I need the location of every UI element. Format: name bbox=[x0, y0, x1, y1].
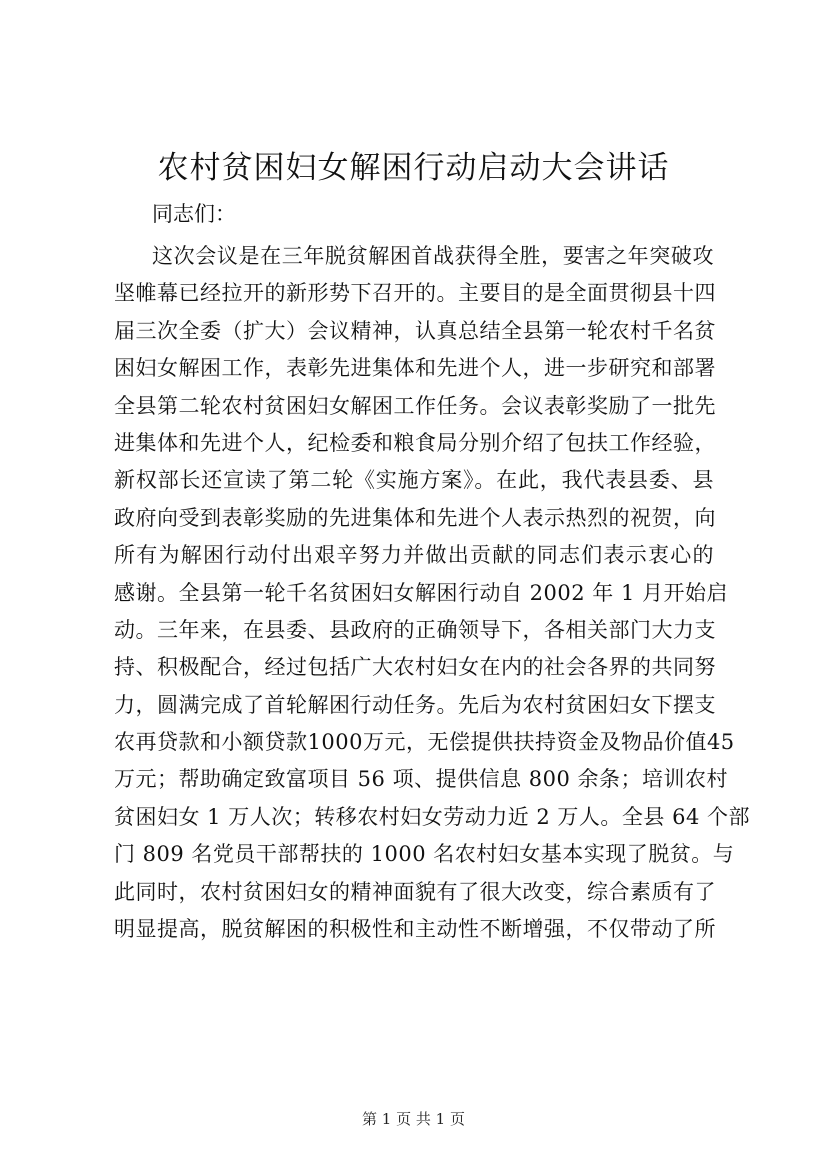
body-line: 农再贷款和小额贷款1000万元，无偿提供扶持资金及物品价值45 bbox=[114, 730, 735, 755]
body-line: 新权部长还宣读了第二轮《实施方案》。在此，我代表县委、县 bbox=[114, 468, 714, 493]
body-line: 门 809 名党员干部帮扶的 1000 名农村妇女基本实现了脱贫。与 bbox=[114, 842, 735, 867]
body-line: 进集体和先进个人，纪检委和粮食局分别介绍了包扶工作经验， bbox=[114, 430, 716, 455]
body-line: 此同时，农村贫困妇女的精神面貌有了很大改变，综合素质有了 bbox=[114, 879, 716, 904]
body-line: 坚帷幕已经拉开的新形势下召开的。主要目的是全面贯彻县十四 bbox=[114, 281, 716, 306]
salutation: 同志们： bbox=[152, 202, 236, 226]
body-line: 明显提高，脱贫解困的积极性和主动性不断增强，不仅带动了所 bbox=[114, 917, 716, 942]
body-line: 全县第二轮农村贫困妇女解困工作任务。会议表彰奖励了一批先 bbox=[114, 393, 716, 418]
body-line: 政府向受到表彰奖励的先进集体和先进个人表示热烈的祝贺，向 bbox=[114, 505, 716, 530]
body-line: 持、积极配合，经过包括广大农村妇女在内的社会各界的共同努 bbox=[114, 655, 716, 680]
body-line: 届三次全委（扩大）会议精神，认真总结全县第一轮农村千名贫 bbox=[114, 318, 716, 343]
body-line: 所有为解困行动付出艰辛努力并做出贡献的同志们表示衷心的 bbox=[114, 543, 714, 568]
body-paragraph bbox=[114, 238, 750, 948]
body-line: 感谢。全县第一轮千名贫困妇女解困行动自 2002 年 1 月开始启 bbox=[114, 580, 729, 605]
page-footer: 第 1 页 共 1 页 bbox=[362, 1110, 465, 1128]
body-line: 力，圆满完成了首轮解困行动任务。先后为农村贫困妇女下摆支 bbox=[114, 692, 716, 717]
body-line: 万元；帮助确定致富项目 56 项、提供信息 800 余条；培训农村 bbox=[114, 767, 729, 792]
body-line: 这次会议是在三年脱贫解困首战获得全胜，要害之年突破攻 bbox=[152, 244, 714, 268]
body-line: 动。三年来，在县委、县政府的正确领导下，各相关部门大力支 bbox=[114, 617, 716, 642]
body-line: 困妇女解困工作，表彰先进集体和先进个人，进一步研究和部署 bbox=[114, 356, 716, 381]
document-title: 农村贫困妇女解困行动启动大会讲话 bbox=[157, 150, 670, 186]
body-line: 贫困妇女 1 万人次；转移农村妇女劳动力近 2 万人。全县 64 个部 bbox=[114, 804, 750, 829]
